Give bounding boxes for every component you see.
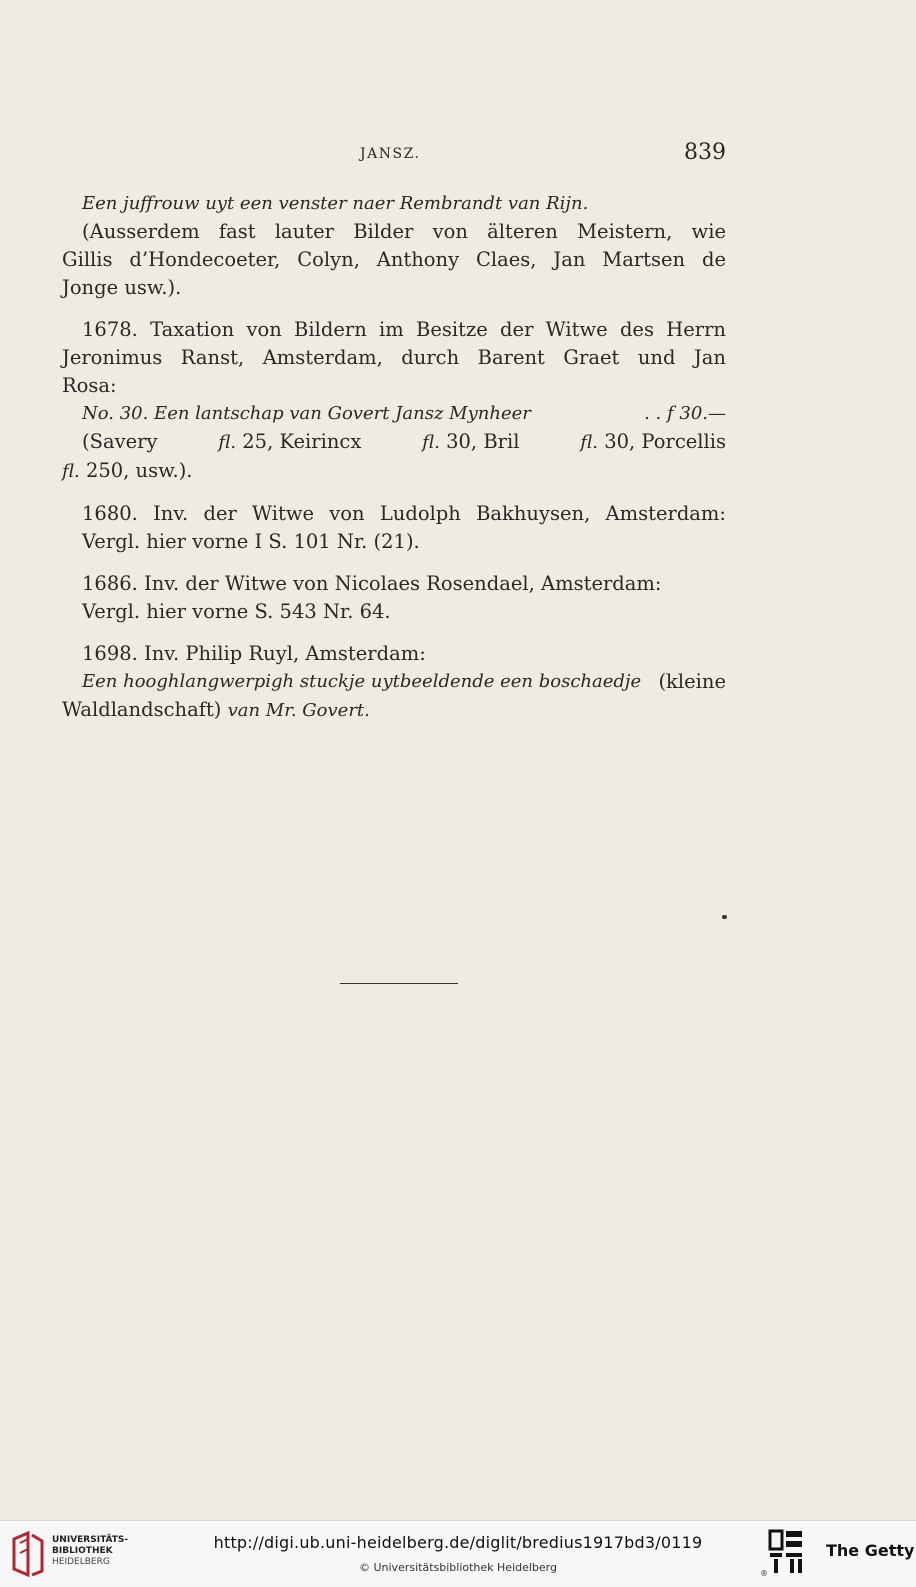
text-line: Vergl. hier vorne I S. 101 Nr. (21).: [82, 530, 420, 553]
page-number: 839: [684, 140, 726, 165]
library-name-line: UNIVERSITÄTS-: [52, 1535, 129, 1545]
text-line: 1678. Taxation von Bildern im Besitze der Witwe des Herrn: [82, 318, 726, 341]
text-fragment: 25, Keirincx: [242, 430, 362, 453]
running-head: JANSZ.: [360, 146, 421, 162]
text-line: Vergl. hier vorne S. 543 Nr. 64.: [82, 600, 391, 623]
text-fragment: Een hooghlangwerpigh stuckje uytbeeldende een boschaedje: [82, 671, 642, 692]
text-line: Jonge usw.).: [62, 276, 182, 299]
text-fragment: No. 30. Een lantschap van Govert Jansz Mynheer: [82, 403, 531, 424]
page-header: [62, 140, 726, 172]
library-name-line: BIBLIOTHEK: [52, 1546, 113, 1556]
footer-bar: [0, 1520, 916, 1587]
text-line: [62, 696, 726, 725]
text-line: 1686. Inv. der Witwe von Nicolaes Rosendael, Amsterdam:: [82, 572, 662, 595]
text-fragment: fl.: [218, 432, 237, 453]
text-line: Jeronimus Ranst, Amsterdam, durch Barent Graet und Jan: [62, 346, 726, 369]
text-line: Gillis d’Hondecoeter, Colyn, Anthony Claes, Jan Martsen de: [62, 248, 726, 271]
text-line: 1680. Inv. der Witwe von Ludolph Bakhuysen, Amsterdam:: [82, 502, 726, 525]
text-line: [62, 428, 726, 457]
text-fragment: fl.: [422, 432, 440, 453]
text-fragment: van Mr. Govert.: [227, 700, 370, 721]
getty-name: The Getty: [826, 1541, 915, 1560]
document-url-link[interactable]: http://digi.ub.uni-heidelberg.de/diglit/bredius1917bd3/0119: [213, 1533, 703, 1552]
text-line: Een juffrouw uyt een venster naer Rembrandt van Rijn.: [82, 193, 589, 214]
text-line: Rosa:: [62, 374, 117, 397]
text-line: [62, 457, 726, 486]
body-text: [62, 190, 726, 725]
ink-speck: [722, 915, 727, 919]
text-fragment: fl.: [580, 432, 599, 453]
text-fragment: 30, Bril: [446, 430, 520, 453]
text-line: 1698. Inv. Philip Ruyl, Amsterdam:: [82, 642, 426, 665]
text-fragment: 250, usw.).: [85, 459, 193, 482]
text-fragment: Waldlandschaft): [62, 698, 222, 721]
registered-mark: ®: [760, 1569, 768, 1578]
copyright-notice: © Universitätsbibliothek Heidelberg: [358, 1561, 557, 1574]
text-fragment: (Savery: [82, 430, 158, 453]
text-fragment: . . f 30.—: [644, 403, 726, 424]
library-name-line: HEIDELBERG: [52, 1557, 110, 1567]
text-line: (Ausserdem fast lauter Bilder von älteren Meistern, wie: [82, 220, 726, 243]
getty-logo-icon[interactable]: [768, 1529, 808, 1577]
text-line: [62, 400, 726, 428]
text-fragment: 30, Porcellis: [604, 430, 726, 453]
text-fragment: (kleine: [658, 670, 726, 693]
text-line: [62, 668, 726, 696]
section-end-rule: [340, 983, 458, 984]
text-fragment: fl.: [62, 461, 80, 482]
